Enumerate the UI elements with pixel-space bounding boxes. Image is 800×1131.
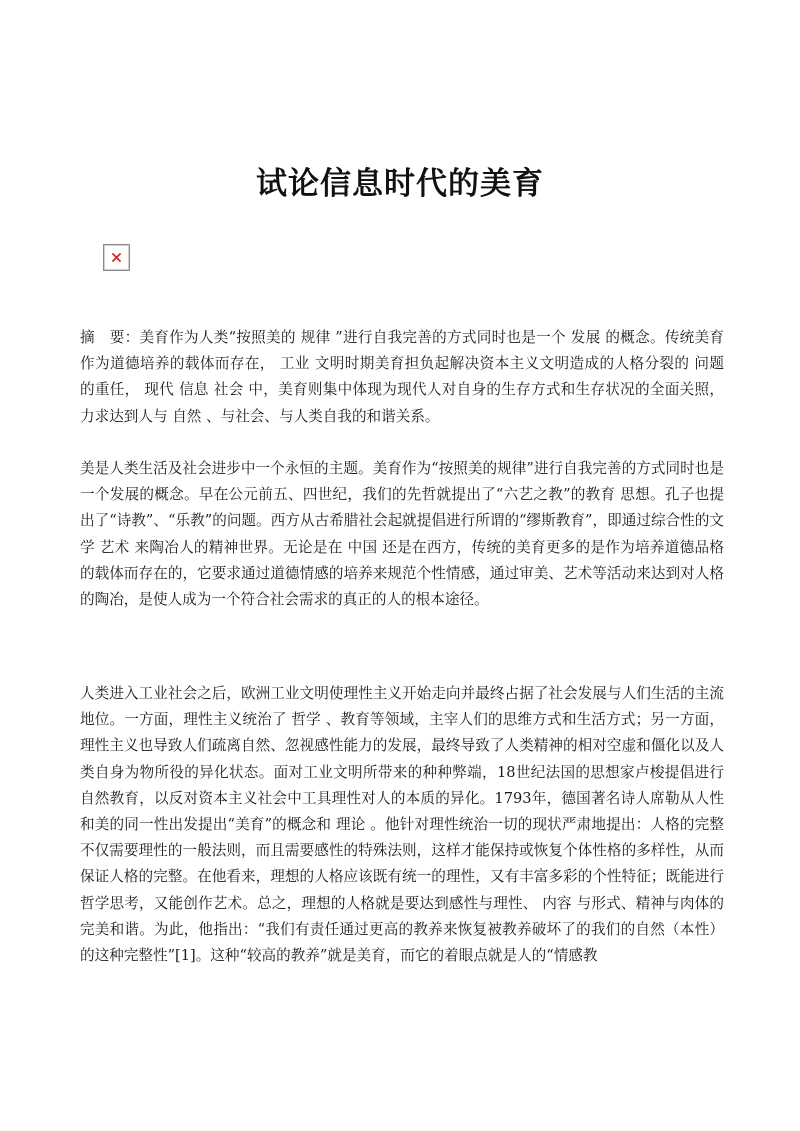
image-placeholder <box>103 244 131 272</box>
abstract-text: 美育作为人类“按照美的 规律 ”进行自我完善的方式同时也是一个 发展 的概念。传统美育作为道德培养的载体而存在， 工业 文明时期美育担负起解决资本主义文明造成的人格分裂的 问题 的重任， 现代 信息 社会 中，美育则集中体现为现代人对自身的生存方式和生存状况的全面关照，力求达到人与 自然 、与社会、与人类自我的和谐关系。 <box>80 329 724 425</box>
broken-image-icon <box>103 244 131 272</box>
abstract-label: 摘 要： <box>80 329 140 346</box>
abstract <box>80 325 724 430</box>
page-title: 试论信息时代的美育 <box>256 166 544 202</box>
body-paragraph-2: 人类进入工业社会之后，欧洲工业文明使理性主义开始走向并最终占据了社会发展与人们生活的主流地位。一方面，理性主义统治了 哲学 、教育等领域，主宰人们的思维方式和生活方式；另一方面，理性主义也导致人们疏离自然、忽视感性能力的发展，最终导致了人类精神的相对空虚和僵化以及人类自身为物所役的异化状态。面对工业文明所带来的种种弊端，18世纪法国的思想家卢梭提倡进行自然教育，以反对资本主义社会中工具理性对人的本质的异化。1793年，德国著名诗人席勒从人性和美的同一性出发提出“美育”的概念和 理论 。他针对理性统治一切的现状严肃地提出：人格的完整不仅需要理性的一般法则，而且需要感性的特殊法则，这样才能保持或恢复个体性格的多样性，从而保证人格的完整。在他看来，理想的人格应该既有统一的理性，又有丰富多彩的个性特征；既能进行哲学思考，又能创作艺术。总之，理想的人格就是要达到感性与理性、 内容 与形式、精神与肉体的完美和谐。为此，他指出：“我们有责任通过更高的教养来恢复被教养破坏了的我们的自然（本性）的这种完整性”[1]。这种“较高的教养”就是美育，而它的着眼点就是人的“情感教 <box>80 685 724 965</box>
body-paragraph-1: 美是人类生活及社会进步中一个永恒的主题。美育作为“按照美的规律”进行自我完善的方式同时也是一个发展的概念。早在公元前五、四世纪，我们的先哲就提出了“六艺之教”的教育 思想。孔子也提出了“诗教”、“乐教”的问题。西方从古希腊社会起就提倡进行所谓的“缪斯教育”，即通过综合性的文学 艺术 来陶冶人的精神世界。无论是在 中国 还是在西方，传统的美育更多的是作为培养道德品格的载体而存在的，它要求通过道德情感的培养来规范个性情感，通过审美、艺术等活动来达到对人格的陶冶，是使人成为一个符合社会需求的真正的人的根本途径。 <box>80 460 724 609</box>
